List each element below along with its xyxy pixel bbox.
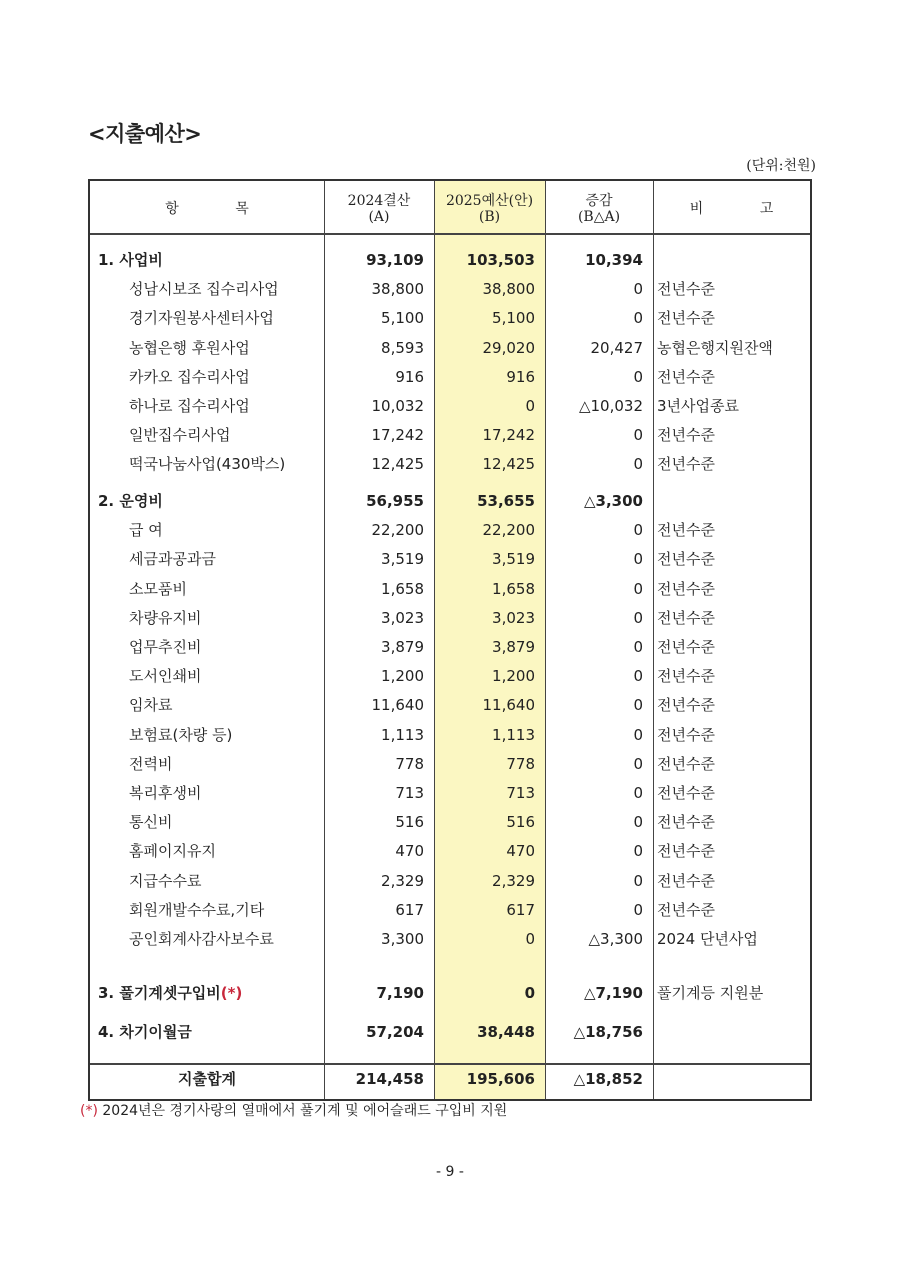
item-note: 2024 단년사업: [657, 930, 758, 948]
item-2025: 5,100: [492, 309, 535, 327]
item-label: 지급수수료: [129, 872, 202, 890]
header-2024: [324, 185, 434, 233]
section-label: 4. 차기이월금: [98, 1023, 192, 1041]
item-label: 공인회계사감사보수료: [129, 930, 274, 948]
section-diff: △3,300: [584, 492, 643, 510]
item-2024: 1,200: [381, 667, 424, 685]
section-note: [657, 1020, 807, 1044]
item-note: 전년수준: [657, 309, 715, 327]
total-note: [657, 1067, 807, 1091]
item-2024: 8,593: [381, 339, 424, 357]
item-2024: 5,100: [381, 309, 424, 327]
section-note: 풀기계등 지원분: [657, 984, 764, 1002]
expense-budget-table: [88, 179, 812, 1101]
item-label: 도서인쇄비: [129, 667, 202, 685]
item-2024: 11,640: [371, 696, 424, 714]
item-2024: 516: [395, 813, 424, 831]
item-note: 전년수준: [657, 872, 715, 890]
header-diff: [545, 185, 653, 233]
item-2024: 470: [395, 842, 424, 860]
header-diff-sub: (B△A): [577, 209, 621, 225]
item-label: 홈페이지유지: [129, 842, 216, 860]
item-note: 전년수준: [657, 755, 715, 773]
header-item: 항 목: [165, 201, 275, 217]
header-2025: [434, 185, 545, 233]
item-diff: 0: [633, 280, 643, 298]
unit-label: (단위:천원): [746, 158, 816, 174]
item-note: 전년수준: [657, 726, 715, 744]
item-diff: 0: [633, 426, 643, 444]
section-diff: 10,394: [585, 251, 643, 269]
section-label-text: 3. 풀기계셋구입비: [98, 984, 221, 1002]
item-2024: 617: [395, 901, 424, 919]
item-label: 급 여: [129, 521, 163, 539]
header-diff-title: 증감: [585, 193, 613, 209]
item-2025: 1,658: [492, 580, 535, 598]
item-2024: 38,800: [371, 280, 424, 298]
item-2025: 38,800: [482, 280, 535, 298]
section-label: 1. 사업비: [98, 251, 163, 269]
item-2025: 0: [525, 397, 535, 415]
header-note: 비 고: [689, 201, 800, 217]
item-2025: 916: [506, 368, 535, 386]
item-diff: 0: [633, 784, 643, 802]
item-diff: △3,300: [588, 930, 643, 948]
item-label: 소모품비: [129, 580, 187, 598]
item-2025: 0: [525, 930, 535, 948]
section-note: [657, 248, 807, 272]
item-note: 전년수준: [657, 609, 715, 627]
header-2024-title: 2024결산: [347, 193, 411, 209]
section-2024: 93,109: [366, 251, 424, 269]
item-label: 하나로 집수리사업: [129, 397, 250, 415]
item-diff: 0: [633, 550, 643, 568]
item-diff: 20,427: [590, 339, 643, 357]
section-2025: 53,655: [477, 492, 535, 510]
item-diff: 0: [633, 455, 643, 473]
item-label: 보험료(차량 등): [129, 726, 233, 744]
item-2025: 1,113: [492, 726, 535, 744]
section-2024: 57,204: [366, 1023, 424, 1041]
total-label: 지출합계: [178, 1070, 236, 1088]
item-note: 전년수준: [657, 813, 715, 831]
section-label: [98, 981, 242, 1005]
item-2025: 617: [506, 901, 535, 919]
item-note: 전년수준: [657, 842, 715, 860]
item-2025: 29,020: [482, 339, 535, 357]
header-2025-title: 2025예산(안): [445, 193, 534, 209]
item-label: 농협은행 후원사업: [129, 339, 250, 357]
item-diff: 0: [633, 901, 643, 919]
item-diff: 0: [633, 368, 643, 386]
item-2024: 2,329: [381, 872, 424, 890]
section-2024: 56,955: [366, 492, 424, 510]
item-2024: 17,242: [371, 426, 424, 444]
section-2025: 103,503: [466, 251, 535, 269]
item-label: 업무추진비: [129, 638, 202, 656]
item-note: 전년수준: [657, 580, 715, 598]
item-note: 전년수준: [657, 426, 715, 444]
section-diff: △7,190: [584, 984, 643, 1002]
item-note: 3년사업종료: [657, 397, 739, 415]
item-2025: 12,425: [482, 455, 535, 473]
header-2025-sub: (B): [478, 209, 501, 225]
item-2025: 3,023: [492, 609, 535, 627]
section-2025: 0: [524, 984, 535, 1002]
item-note: 전년수준: [657, 901, 715, 919]
item-diff: 0: [633, 842, 643, 860]
total-divider: [90, 1063, 810, 1065]
item-label: 일반집수리사업: [129, 426, 231, 444]
item-2025: 516: [506, 813, 535, 831]
footnote-text: 2024년은 경기사랑의 열매에서 풀기계 및 에어슬래드 구입비 지원: [97, 1103, 508, 1119]
item-diff: 0: [633, 638, 643, 656]
item-2025: 11,640: [482, 696, 535, 714]
item-diff: △10,032: [578, 397, 643, 415]
item-2025: 778: [506, 755, 535, 773]
item-2025: 470: [506, 842, 535, 860]
item-diff: 0: [633, 872, 643, 890]
item-diff: 0: [633, 755, 643, 773]
header-divider: [90, 233, 810, 235]
page-title: <지출예산>: [88, 122, 202, 146]
item-diff: 0: [633, 521, 643, 539]
item-note: 농협은행지원잔액: [657, 339, 773, 357]
item-2024: 3,519: [381, 550, 424, 568]
section-2025: 38,448: [477, 1023, 535, 1041]
item-note: 전년수준: [657, 521, 715, 539]
item-diff: 0: [633, 309, 643, 327]
item-diff: 0: [633, 609, 643, 627]
footnote-mark: (*): [220, 984, 243, 1002]
item-note: 전년수준: [657, 280, 715, 298]
item-2024: 3,300: [381, 930, 424, 948]
item-label: 세금과공과금: [129, 550, 216, 568]
item-note: 전년수준: [657, 455, 715, 473]
item-label: 성남시보조 집수리사업: [129, 280, 279, 298]
section-2024: 7,190: [376, 984, 424, 1002]
item-label: 전력비: [129, 755, 173, 773]
footnote: [80, 1100, 507, 1120]
item-label: 복리후생비: [129, 784, 202, 802]
item-note: 전년수준: [657, 638, 715, 656]
section-note: [657, 489, 807, 513]
item-2024: 713: [395, 784, 424, 802]
item-2024: 10,032: [371, 397, 424, 415]
page-number: - 9 -: [436, 1164, 464, 1180]
total-2025: 195,606: [466, 1070, 535, 1088]
item-label: 떡국나눔사업(430박스): [129, 455, 286, 473]
item-2024: 3,023: [381, 609, 424, 627]
item-diff: 0: [633, 696, 643, 714]
section-diff: △18,756: [573, 1023, 643, 1041]
item-diff: 0: [633, 580, 643, 598]
item-label: 회원개발수수료,기타: [129, 901, 265, 919]
item-note: 전년수준: [657, 550, 715, 568]
item-note: 전년수준: [657, 784, 715, 802]
item-2025: 3,519: [492, 550, 535, 568]
item-2025: 2,329: [492, 872, 535, 890]
item-label: 카카오 집수리사업: [129, 368, 250, 386]
item-diff: 0: [633, 813, 643, 831]
item-2025: 22,200: [482, 521, 535, 539]
item-note: 전년수준: [657, 667, 715, 685]
item-note: 전년수준: [657, 696, 715, 714]
item-label: 통신비: [129, 813, 173, 831]
item-2025: 713: [506, 784, 535, 802]
item-label: 임차료: [129, 696, 173, 714]
item-2024: 778: [395, 755, 424, 773]
item-2024: 1,658: [381, 580, 424, 598]
item-2024: 12,425: [371, 455, 424, 473]
item-2024: 916: [395, 368, 424, 386]
total-diff: △18,852: [573, 1070, 643, 1088]
item-note: 전년수준: [657, 368, 715, 386]
item-2025: 1,200: [492, 667, 535, 685]
header-2024-sub: (A): [368, 209, 390, 225]
section-label: 2. 운영비: [98, 492, 163, 510]
item-label: 차량유지비: [129, 609, 202, 627]
item-diff: 0: [633, 726, 643, 744]
column-divider: [653, 181, 654, 1099]
item-2024: 1,113: [381, 726, 424, 744]
item-label: 경기자원봉사센터사업: [129, 309, 274, 327]
item-2025: 17,242: [482, 426, 535, 444]
item-2025: 3,879: [492, 638, 535, 656]
item-diff: 0: [633, 667, 643, 685]
total-2024: 214,458: [355, 1070, 424, 1088]
footnote-mark: (*): [80, 1103, 98, 1119]
item-2024: 22,200: [371, 521, 424, 539]
item-2024: 3,879: [381, 638, 424, 656]
